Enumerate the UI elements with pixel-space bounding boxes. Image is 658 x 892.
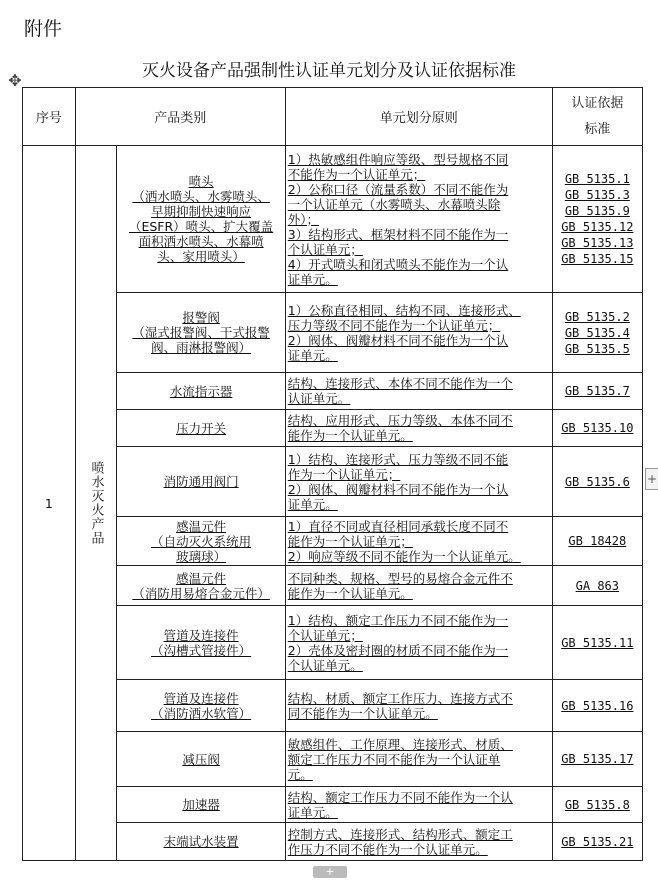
add-column-tab-icon[interactable]: + [645,468,658,490]
product-name-line: 管道及连接件 [163,690,239,706]
product-name-cell [117,373,285,410]
standard-cell [552,447,642,517]
unit-rule-line: 不能作为一个认证单元； [287,166,426,182]
table-row [23,146,643,293]
unit-rule-line: 1）直径不同或直径相同承载长度不同不 [287,518,509,534]
unit-rule-line: 1）热敏感组件响应等级、型号规格不同 [287,151,509,167]
unit-rule-line: 结构、应用形式、压力等级、本体不同不 [287,413,513,428]
product-name-cell [117,606,285,680]
product-name-cell [117,566,285,606]
unit-rule-cell [285,680,552,732]
unit-rule-line: 1）结构、连接形式、压力等级不同不能 [287,451,509,467]
standard-code: GB 5135.7 [564,384,630,398]
standard-cell [552,517,642,566]
product-name-line: （消防洒水软管） [151,705,252,721]
product-name-line: （自动灭火系统用 [151,533,252,549]
product-name-cell [117,410,285,447]
unit-rule-cell [285,517,552,566]
unit-rule-line: 同不能作为一个认证单元。 [287,705,438,721]
standard-code: GB 5135.4 [564,325,630,340]
unit-rule-line: 2）壳体及密封圈的材质不同不能作为一 [287,642,509,658]
table-body [23,146,643,861]
standard-code: GB 5135.3 [564,188,630,202]
standard-code: GB 5135.8 [564,797,630,812]
standard-cell [552,680,642,732]
product-name-line: （ESFR）喷头、扩大覆盖 [128,219,274,234]
unit-rule-line: 4）开式喷头和闭式喷头不能作为一个认 [287,256,509,272]
unit-rule-line: 2）阀体、阀瓣材料不同不能作为一个认 [287,332,509,348]
group-seq: 1 [23,146,76,861]
group-category: 喷水灭火产品 [88,461,104,545]
product-name-cell [117,823,285,861]
standard-cell [552,373,642,410]
product-name-cell [117,447,285,517]
product-name-line: （沟槽式管接件） [151,642,252,658]
standard-code: GB 5135.1 [564,172,630,186]
unit-rule-line: 认证单元。 [287,391,351,406]
standard-code: GB 5135.13 [561,236,634,250]
unit-rule-line: 结构、连接形式、本体不同不能作为一个 [287,376,513,391]
standard-code: GB 5135.12 [561,220,634,234]
unit-rule-cell [285,787,552,823]
standard-code: GB 5135.6 [564,474,630,489]
unit-rule-line: 元。 [287,766,313,782]
unit-rule-line: 2）响应等级不同不能作为一个认证单元。 [287,548,521,564]
unit-rule-line: 3）结构形式、框架材料不同不能作为一 [287,226,509,242]
standard-code: GB 5135.2 [564,309,630,324]
unit-rule-line: 证单元。 [287,271,338,287]
standard-code: GB 5135.21 [561,834,634,849]
unit-rule-line: 结构、额定工作压力不同不能作为一个认 [287,789,513,805]
annex-label: 附件 [24,18,63,40]
unit-rule-cell [285,447,552,517]
unit-rule-line: 证单元。 [287,496,338,512]
unit-rule-line: 能作为一个认证单元。 [287,428,413,443]
product-name-line: 报警阀 [182,310,220,325]
unit-rule-line: 个认证单元。 [287,657,363,673]
standard-cell [552,732,642,787]
standard-cell [552,410,642,447]
standard-cell [552,787,642,823]
product-name-cell [117,732,285,787]
unit-rule-cell [285,566,552,606]
header-standard [552,88,642,146]
unit-rule-line: 压力等级不同不能作为一个认证单元； [287,317,501,333]
standard-cell [552,823,642,861]
standard-cell [552,146,642,293]
unit-rule-line: 1）公称直径相同、结构不同、连接形式、 [287,302,521,318]
table-move-handle-icon[interactable]: ✥ [8,71,22,90]
unit-rule-cell [285,732,552,787]
product-name-line: 减压阀 [182,751,220,767]
product-name-line: 头、家用喷头） [157,249,245,264]
product-name-line: （消防用易熔合金元件） [132,585,270,601]
unit-rule-line: 一个认证单元（水雾喷头、水幕喷头除 [287,196,501,212]
unit-rule-line: 2）公称口径（流量系数）不同不能作为 [287,181,509,197]
product-name-line: 阀、雨淋报警阀） [151,340,252,355]
standard-code: GB 5135.9 [564,204,630,218]
product-name-line: 消防通用阀门 [163,474,239,489]
add-row-tab-icon[interactable]: + [313,866,347,878]
table-header-row [23,88,643,146]
product-name-line: 面积洒水喷头、水幕喷 [138,234,264,249]
standard-code: GB 5135.11 [561,635,634,650]
standard-code: GB 5135.16 [561,698,634,713]
product-name-line: （洒水喷头、水雾喷头、 [132,189,270,204]
unit-rule-line: 额定工作压力不同不能作为一个认证单 [287,751,501,767]
standard-code: GB 5135.15 [561,252,634,266]
unit-rule-line: 证单元。 [287,804,338,820]
unit-rule-line: 2）阀体、阀瓣材料不同不能作为一个认 [287,481,509,497]
certification-table [22,87,643,861]
product-name-cell [117,787,285,823]
product-name-cell [117,680,285,732]
standard-cell [552,293,642,373]
product-name-line: 加速器 [182,797,220,812]
product-name-cell [117,293,285,373]
unit-rule-line: 作为一个认证单元； [287,466,401,482]
unit-rule-line: 外）； [287,211,320,227]
standard-cell [552,566,642,606]
unit-rule-line: 个认证单元； [287,241,363,257]
unit-rule-line: 敏感组件、工作原理、连接形式、材质、 [287,736,513,752]
header-rule: 单元划分原则 [285,88,552,146]
product-name-cell [117,146,285,293]
unit-rule-line: 不同种类、规格、型号的易熔合金元件不 [287,570,513,586]
unit-rule-cell [285,146,552,293]
product-name-line: 压力开关 [176,420,227,436]
unit-rule-cell [285,823,552,861]
standard-code: GA 863 [575,578,619,593]
product-name-line: 喷头 [188,174,214,189]
product-name-cell [117,517,285,566]
header-category: 产品类别 [75,88,285,146]
unit-rule-line: 个认证单元； [287,627,363,643]
unit-rule-line: 能作为一个认证单元； [287,533,413,549]
standard-code: GB 5135.5 [564,341,630,356]
standard-code: GB 5135.17 [561,752,634,766]
product-name-line: 水流指示器 [169,383,233,399]
unit-rule-cell [285,606,552,680]
header-standard-line1: 认证依据 [571,95,624,111]
unit-rule-line: 1）结构、额定工作压力不同不能作为一 [287,612,509,628]
product-name-line: 感温元件 [176,518,227,534]
product-name-line: 管道及连接件 [163,627,239,643]
unit-rule-cell [285,410,552,447]
product-name-line: 感温元件 [176,570,227,586]
product-name-line: 末端试水装置 [163,834,239,849]
unit-rule-cell [285,293,552,373]
unit-rule-cell [285,373,552,410]
standard-code: GB 5135.10 [561,421,634,435]
unit-rule-line: 证单元。 [287,347,338,363]
header-standard-line2: 标准 [584,121,611,137]
group-category-cell [75,146,117,861]
product-name-line: （湿式报警阀、干式报警 [132,325,270,340]
unit-rule-line: 作压力不同不能作为一个认证单元。 [287,841,488,857]
product-name-line: 早期抑制快速响应 [151,204,252,219]
standard-cell [552,606,642,680]
header-seq: 序号 [23,88,76,146]
document-title: 灭火设备产品强制性认证单元划分及认证依据标准 [142,61,516,81]
unit-rule-line: 能作为一个认证单元。 [287,585,413,601]
product-name-line: 玻璃球） [176,548,227,564]
unit-rule-line: 控制方式、连接形式、结构形式、额定工 [287,826,513,842]
unit-rule-line: 结构、材质、额定工作压力、连接方式不 [287,690,513,706]
standard-code: GB 18428 [568,534,627,548]
